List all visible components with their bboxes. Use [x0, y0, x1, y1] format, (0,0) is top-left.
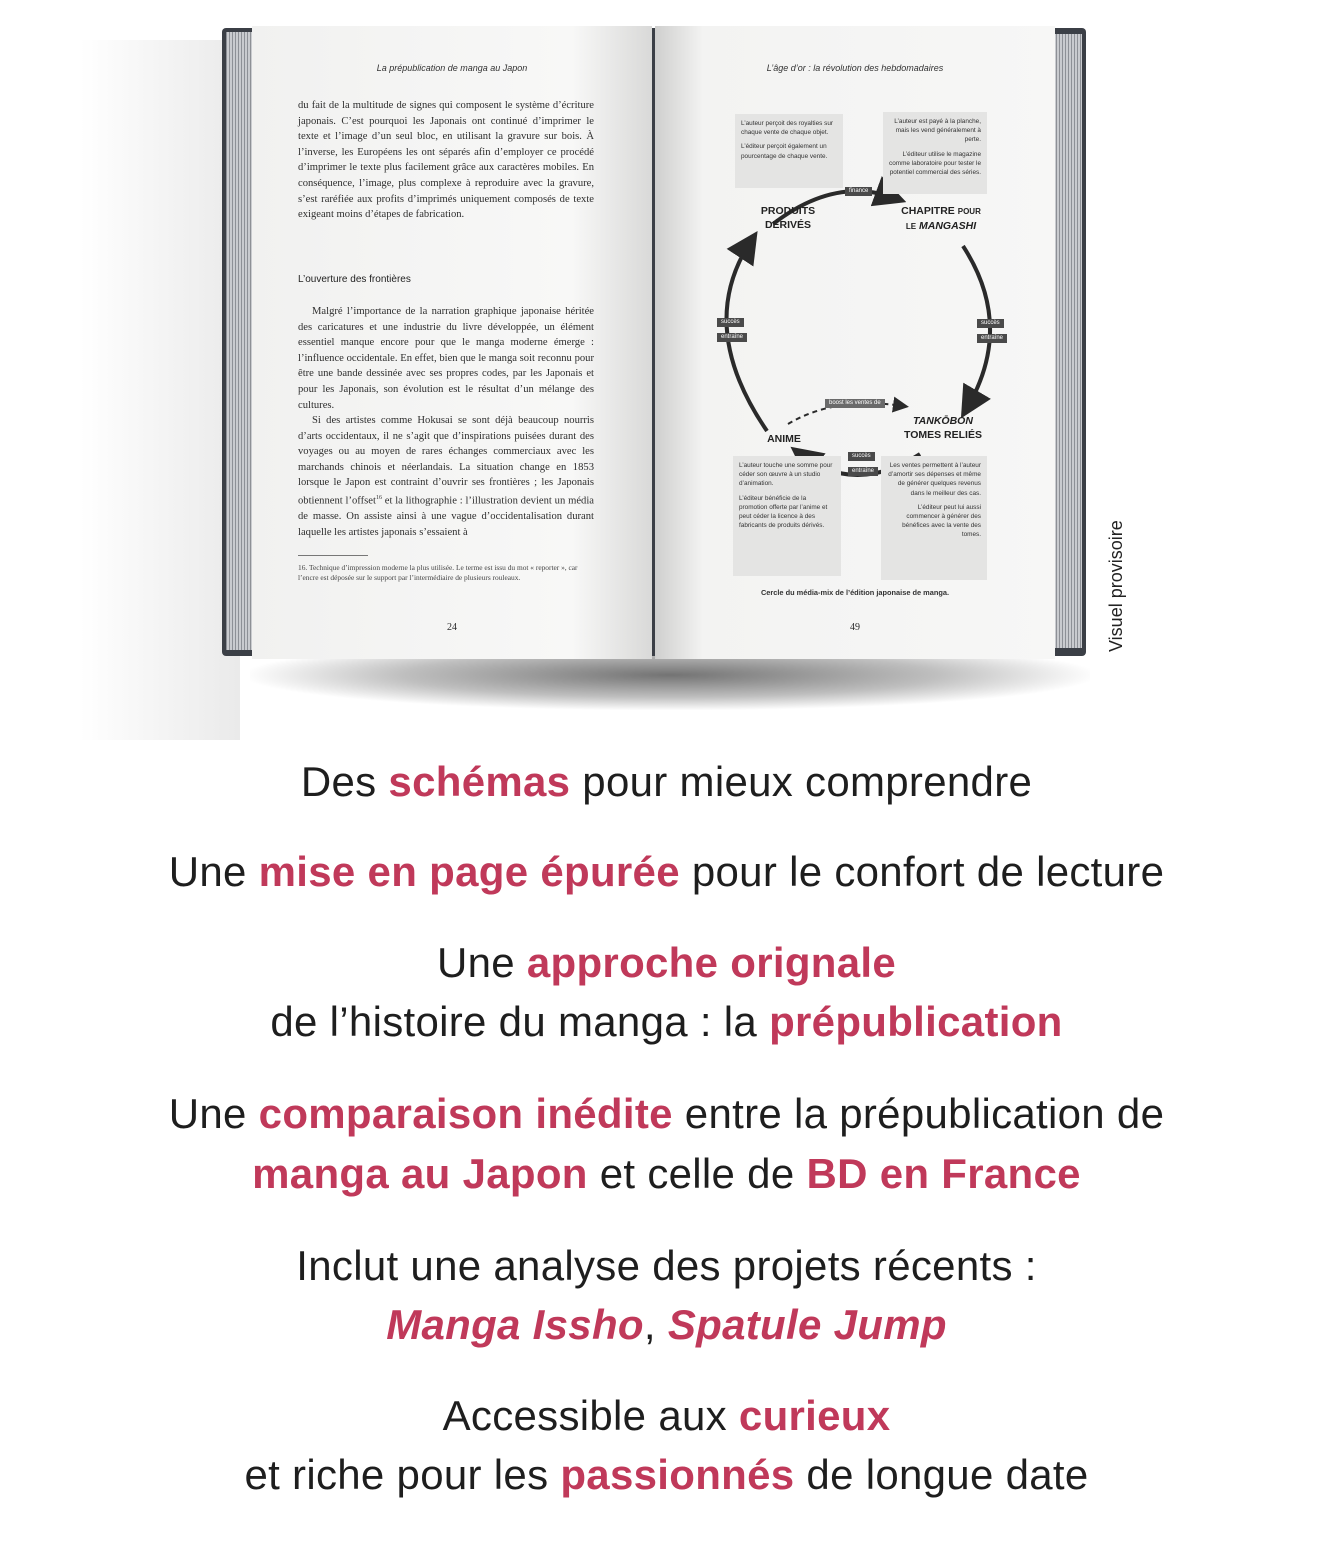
- feature-2-text-end: pour le confort de lecture: [679, 848, 1165, 895]
- feature-1-text: Des: [300, 758, 389, 805]
- section-heading: L’ouverture des frontières: [298, 274, 411, 285]
- note-chapter: [883, 112, 987, 194]
- tag-succes-left: succès: [717, 318, 744, 327]
- node-derived-line-2: DÉRIVÉS: [764, 219, 812, 231]
- feature-approach-line-2: [0, 992, 1333, 1052]
- right-page-number: 49: [850, 622, 860, 633]
- node-chapter-word-3: LE: [905, 222, 917, 231]
- background-glow: [80, 40, 240, 740]
- feature-6-text: Accessible aux: [442, 1392, 739, 1439]
- note-derived-author: L’auteur perçoit des royalties sur chaque vente de chaque objet.: [741, 120, 834, 137]
- feature-4-highlight-2: manga au Japon: [252, 1150, 588, 1197]
- feature-3-text-2: de l’histoire du manga : la: [270, 998, 770, 1045]
- feature-6-highlight-2: passionnés: [560, 1451, 795, 1498]
- node-tankobon-line-2: TOMES RELIÉS: [904, 429, 982, 441]
- left-paragraph-2: Malgré l’importance de la narration graphique japonaise héritée des caricatures et une industrie du livre développée, un élément essentiel manque encore pour que le manga moderne émerge : l’influence occidentale. En effet, bien que le manga soit reconnu pour être une bande dessinée avec ses propres codes, par les Japonais et pour les Japonais, son évolution est le résultat d’un mélange des cultures.: [298, 306, 594, 411]
- diagram-caption: Cercle du média-mix de l’édition japonaise de manga.: [760, 588, 950, 597]
- feature-5-project-2: Spatule Jump: [667, 1301, 947, 1348]
- note-derived: [735, 114, 843, 188]
- left-page: [252, 26, 652, 659]
- node-derived-line-1: PRODUITS: [760, 205, 816, 217]
- footnote-rule: [298, 555, 368, 556]
- feature-layout: [0, 842, 1333, 902]
- paragraph-3-end: et la lithographie : l’illustration devient un média de masse. On assiste ainsi à une vague d’occidentalisation durant laquelle les artistes japonais s’essaient à: [298, 495, 594, 538]
- page-edges-right: [1054, 34, 1082, 648]
- feature-4-text-2: entre la prépublication de: [672, 1090, 1165, 1137]
- note-chapter-author: L’auteur est payé à la planche, mais les vend généralement à perte.: [894, 118, 981, 144]
- feature-3-highlight: approche orignale: [526, 939, 897, 986]
- tag-succes-bottom: succès: [848, 452, 875, 461]
- feature-5-text: Inclut une analyse des projets récents :: [296, 1242, 1037, 1289]
- page-edges-left: [226, 32, 252, 650]
- node-chapter: [891, 204, 991, 234]
- feature-4-text-3: et celle de: [587, 1150, 807, 1197]
- feature-projects-line-2: [0, 1295, 1333, 1355]
- note-tankobon: [881, 456, 987, 580]
- feature-3-highlight-2: prépublication: [769, 998, 1063, 1045]
- footnote: 16. Technique d’impression moderne la plus utilisée. Le terme est issu du mot « reporter », car l’encre est déposée sur le support par l’intermédiaire de plusieurs rouleaux.: [298, 563, 578, 582]
- right-page: [655, 26, 1055, 659]
- right-running-head: L’âge d’or : la révolution des hebdomadaires: [766, 63, 944, 73]
- node-chapter-word-1: CHAPITRE: [901, 205, 955, 217]
- tag-boost: boost les ventes de: [825, 399, 885, 408]
- feature-4-highlight-3: BD en France: [806, 1150, 1081, 1197]
- feature-4-text: Une: [168, 1090, 259, 1137]
- node-anime: ANIME: [767, 433, 801, 445]
- note-chapter-editor: L’éditeur utilise le magazine comme laboratoire pour tester le potentiel commercial des séries.: [889, 150, 981, 177]
- tag-entraine-bottom: entraîne: [848, 467, 878, 476]
- feature-2-highlight: mise en page épurée: [258, 848, 680, 895]
- feature-diagrams: [0, 752, 1333, 812]
- feature-projects-line-1: [0, 1236, 1333, 1296]
- note-anime: [733, 456, 841, 576]
- feature-6-text-3: de longue date: [794, 1451, 1089, 1498]
- note-anime-editor: L’éditeur bénéficie de la promotion offerte par l’anime et peut céder la licence à des fabricants de produits dérivés.: [739, 494, 828, 530]
- node-tankobon: [893, 414, 993, 442]
- left-running-head: La prépublication de manga au Japon: [376, 63, 528, 73]
- feature-comparison-line-1: [0, 1084, 1333, 1144]
- book-photo: [0, 0, 1333, 750]
- feature-3-text: Une: [436, 939, 527, 986]
- feature-comparison-line-2: [0, 1144, 1333, 1204]
- note-derived-editor: L’éditeur perçoit également un pourcentage de chaque vente.: [741, 143, 828, 160]
- node-chapter-word-2: POUR: [957, 207, 981, 216]
- feature-6-text-2: et riche pour les: [244, 1451, 561, 1498]
- note-anime-author: L’auteur touche une somme pour céder son œuvre à un studio d’animation.: [739, 462, 833, 488]
- feature-audience-line-2: [0, 1445, 1333, 1505]
- feature-audience-line-1: [0, 1386, 1333, 1446]
- feature-5-separator: ,: [643, 1301, 668, 1348]
- left-page-number: 24: [447, 622, 457, 633]
- node-tankobon-line-1: TANKŌBON: [913, 415, 973, 427]
- feature-1-text-end: pour mieux comprendre: [570, 758, 1033, 805]
- feature-6-highlight: curieux: [738, 1392, 891, 1439]
- left-paragraph-3: [298, 413, 594, 540]
- node-derived-products: [743, 204, 833, 232]
- tag-entraine-right: entraîne: [977, 334, 1007, 343]
- feature-2-text: Une: [168, 848, 259, 895]
- paragraph-3-start: Si des artistes comme Hokusai se sont déjà beaucoup nourris d’arts occidentaux, il ne s’agit que d’inspirations puisées durant des voyages ou au moyen de rares échanges commerciaux avec les marchands chinois et néerlandais. La situation change en 1853 lorsque le Japon est contraint d’ouvrir ses frontières ; les Japonais obtiennent l’offset: [298, 415, 594, 507]
- note-tankobon-author: Les ventes permettent à l’auteur d’amortir ses dépenses et même de générer quelques revenus dans le meilleur des cas.: [888, 462, 981, 497]
- tag-finance: finance: [845, 187, 872, 196]
- footnote-ref: 16: [375, 494, 382, 501]
- tag-entraine-left: entraîne: [717, 333, 747, 342]
- note-tankobon-editor: L’éditeur peut lui aussi commencer à générer des bénéfices avec la vente des tomes.: [902, 503, 981, 539]
- feature-4-highlight: comparaison inédite: [258, 1090, 673, 1137]
- tag-succes-right: succès: [977, 319, 1004, 328]
- feature-5-project-1: Manga Issho: [386, 1301, 644, 1348]
- provisional-visual-note: Visuel provisoire: [1106, 520, 1126, 652]
- left-paragraph-1: du fait de la multitude de signes qui composent le système d’écriture japonais. C’est pourquoi les Japonais ont continué d’imprimer le texte et l’image d’un seul bloc, en utilisant la gravure sur bois. À l’inverse, les Européens les ont séparés afin d’employer ce procédé d’imprimer le texte plus facilement grâce aux caractères mobiles. En conséquence, l’image, plus complexe à reproduire avec la gravure, s’est raréfiée aux profits d’imprimés uniquement composés de texte exigeant moins d’étapes de fabrication.: [298, 100, 594, 221]
- node-chapter-word-4: MANGASHI: [918, 220, 977, 232]
- feature-approach-line-1: [0, 933, 1333, 993]
- feature-1-highlight: schémas: [388, 758, 571, 805]
